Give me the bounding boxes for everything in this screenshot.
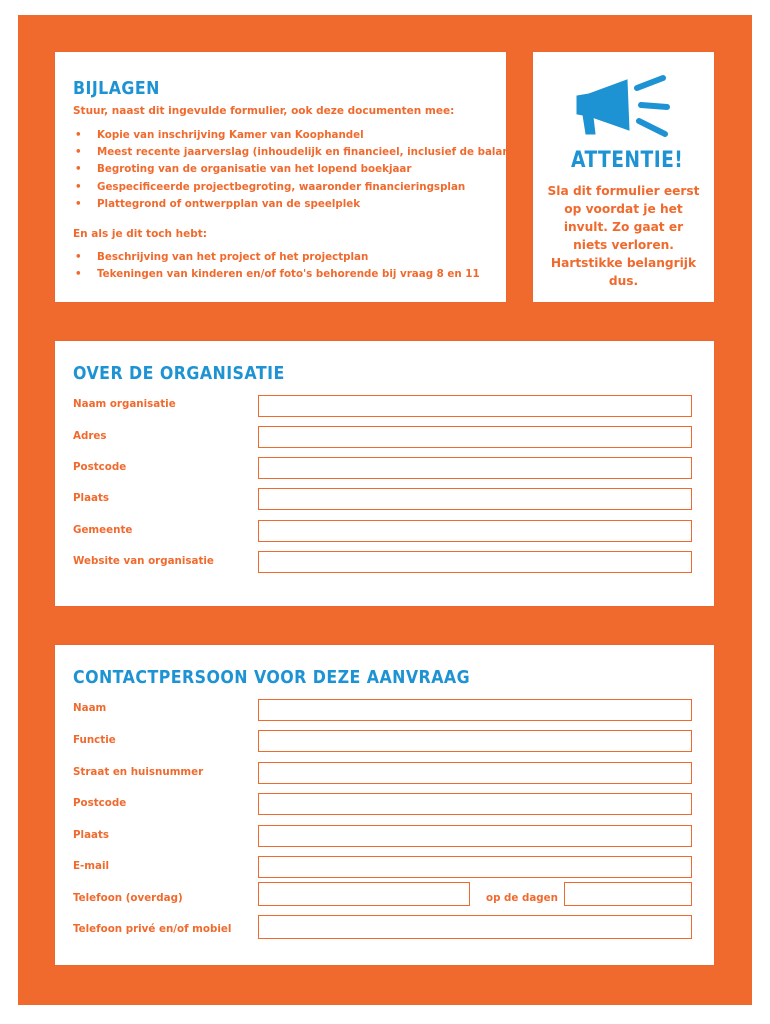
form-row [55,456,714,482]
form-row [55,487,714,513]
field-label: Website van organisatie [73,555,214,567]
attentie-message: Sla dit formulier eerst op voordat je het invult. Zo gaat er niets verloren. Hartstikke belangrijk dus. [547,184,700,288]
form-row [55,824,714,850]
bijlagen-title: BIJLAGEN [73,78,160,99]
field-label: Telefoon (overdag) [73,892,183,904]
form-row [55,393,714,419]
field-label: Naam [73,702,107,714]
form-row [55,855,714,881]
adres-input[interactable] [258,426,692,448]
list-item: • Gespecificeerde projectbegroting, waaronder financieringsplan [73,181,521,194]
contact-plaats-input[interactable] [258,825,692,847]
field-label: Naam organisatie [73,398,176,410]
list-item: • Kopie van inschrijving Kamer van Koophandel [73,129,521,142]
functie-input[interactable] [258,730,692,752]
attentie-card [533,52,714,302]
form-row [55,887,714,913]
optional-intro: En als je dit toch hebt: [73,228,207,240]
organisatie-title: OVER DE ORGANISATIE [73,363,285,384]
organisatie-card [55,341,714,606]
days-label: op de dagen [486,892,558,904]
op-de-dagen-input[interactable] [564,882,692,906]
field-label: Postcode [73,797,127,809]
list-item: • Tekeningen van kinderen en/of foto's behorende bij vraag 8 en 11 [73,268,480,281]
straat-huisnummer-input[interactable] [258,762,692,784]
attentie-title: ATTENTIE! [571,148,684,173]
field-label: Plaats [73,492,110,504]
field-label: Gemeente [73,524,133,536]
list-item: • Begroting van de organisatie van het lopend boekjaar [73,163,521,176]
postcode-input[interactable] [258,457,692,479]
contactpersoon-card [55,645,714,965]
form-row [55,918,714,944]
list-item: • Meest recente jaarverslag (inhoudelijk en financieel, inclusief de balans) [73,146,521,159]
form-row [55,697,714,723]
field-label: Functie [73,734,116,746]
email-input[interactable] [258,856,692,878]
bijlagen-card [55,52,521,302]
optional-documents-list [73,251,480,285]
form-row [55,729,714,755]
telefoon-overdag-input[interactable] [258,882,470,906]
contactpersoon-title: CONTACTPERSOON VOOR DEZE AANVRAAG [73,667,471,688]
field-label: E-mail [73,860,110,872]
plaats-input[interactable] [258,488,692,510]
field-label: Adres [73,430,107,442]
field-label: Plaats [73,829,110,841]
contact-postcode-input[interactable] [258,793,692,815]
bijlagen-intro: Stuur, naast dit ingevulde formulier, ook deze documenten mee: [73,105,455,117]
field-label: Telefoon privé en/of mobiel [73,923,232,935]
form-row [55,761,714,787]
website-input[interactable] [258,551,692,573]
list-item: • Plattegrond of ontwerpplan van de speelplek [73,198,521,211]
telefoon-prive-input[interactable] [258,915,692,939]
naam-organisatie-input[interactable] [258,395,692,417]
form-row [55,425,714,451]
gemeente-input[interactable] [258,520,692,542]
form-row [55,792,714,818]
naam-input[interactable] [258,699,692,721]
form-row [55,519,714,545]
required-documents-list [73,129,521,215]
megaphone-icon [569,74,679,140]
form-row [55,550,714,576]
field-label: Postcode [73,461,127,473]
field-label: Straat en huisnummer [73,766,204,778]
list-item: • Beschrijving van het project of het projectplan [73,251,480,264]
